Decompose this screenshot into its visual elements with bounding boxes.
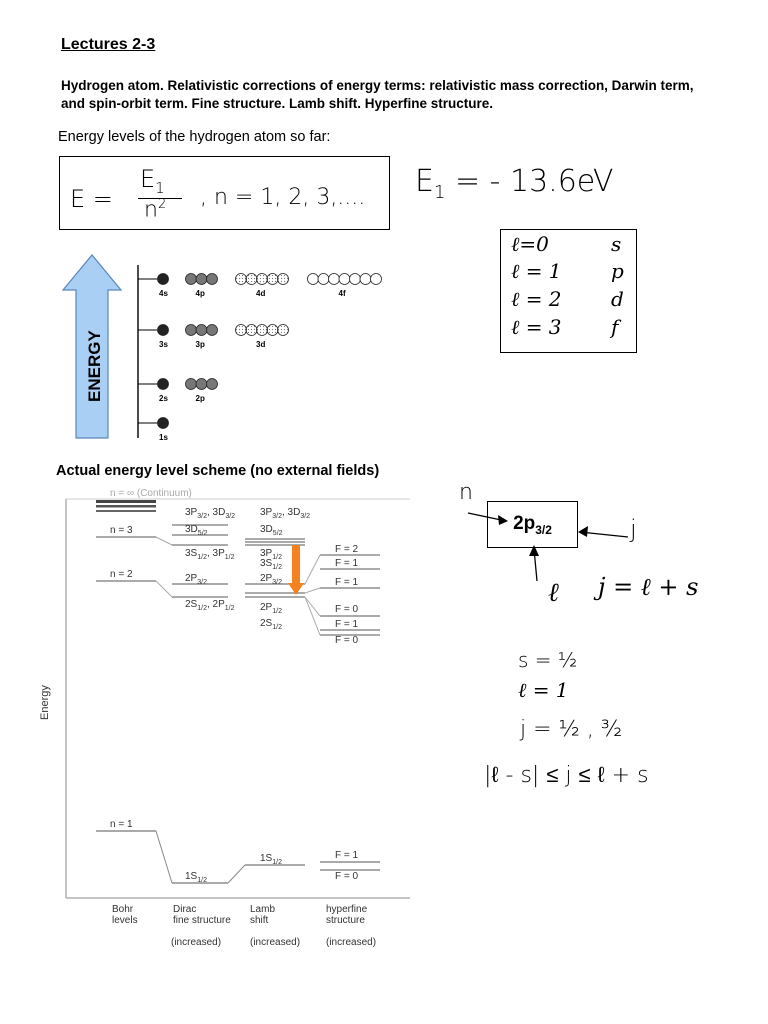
svg-text:Bohr: Bohr [112,904,134,915]
svg-text:Lamb: Lamb [250,904,276,915]
orbital-circle [158,325,169,336]
svg-text:shift: shift [250,915,269,926]
svg-text:2P3/2: $2P_{3/2}$ [260,573,282,586]
l-value-3: ℓ = 3 [511,315,562,339]
quantum-number-table [500,229,637,353]
orbital-label: 2s [159,394,168,403]
hf-F0a: F = 0 [335,604,359,615]
orbital-circle [278,274,289,285]
svg-text:fine structure: fine structure [173,915,231,926]
orbital-label: 4s [159,289,168,298]
orbital-label: 1s [159,433,168,442]
energy-level-scheme [30,485,415,955]
svg-text:(increased): (increased) [171,937,222,948]
orbital-letter-f: f [611,315,619,339]
n-label: n [459,480,473,505]
orbital-circle [196,379,207,390]
actual-scheme-heading: Actual energy level scheme (no external fields) [56,463,380,479]
orbital-circle [196,325,207,336]
page-title: Lectures 2-3 [61,36,156,53]
orbital-letter-s: s [611,232,622,256]
eq-condition: , n = 1, 2, 3,.... [200,185,366,210]
hf-F1c: F = 1 [335,619,359,630]
orbital-circle [207,325,218,336]
svg-text:3P3/2, 3D3/2: $3P_{3/2}$, $3D_{3/2}$ [185,507,236,520]
orbital-circle [158,274,169,285]
energy-arrow-label: ENERGY [85,330,104,402]
orbital-circle [207,274,218,285]
svg-text:3P1/2: $3P_{1/2}$ [260,548,282,561]
l-value-1: ℓ = 1 [511,259,562,283]
l-value-2: ℓ = 2 [511,287,562,311]
svg-text:structure: structure [326,915,365,926]
svg-text:1S1/2: $1S_{1/2}$ [185,871,207,884]
orbital-circle [371,274,382,285]
svg-text:3D5/2: $3D_{5/2}$ [260,524,283,537]
orbital-circle [158,418,169,429]
annotation-arrows [460,495,640,585]
e1-value: $E_1$ = - 13.6eV [415,164,614,203]
orbital-letter-p: p [611,259,624,283]
vector-equation: j = ℓ + s [598,573,699,601]
svg-text:levels: levels [112,915,138,926]
svg-text:Dirac: Dirac [173,904,197,915]
orbital-circle [267,274,278,285]
intro-text: Energy levels of the hydrogen atom so far: [58,129,331,145]
eq-lhs: E = [70,185,113,213]
orbital-circle [329,274,340,285]
svg-text:(increased): (increased) [326,937,377,948]
orbital-circle [196,274,207,285]
svg-text:1S1/2: $1S_{1/2}$ [260,853,282,866]
orbital-label: 3s [159,340,168,349]
orbital-circle [186,325,197,336]
orbital-circle [236,274,247,285]
svg-text:hyperfine: hyperfine [326,904,368,915]
hw-inequality: |ℓ - s| ≤ j ≤ ℓ + s [484,763,649,788]
svg-text:(increased): (increased) [250,937,301,948]
orbital-label: 4d [256,289,266,298]
bohr-n1: n = 1 [110,819,133,830]
orbital-label: 4p [195,289,205,298]
orbital-label: 3d [256,340,266,349]
orbital-label: 3p [195,340,205,349]
orbital-circle [246,274,257,285]
svg-text:2P3/2: $2P_{3/2}$ [185,573,207,586]
hf-F0b: F = 0 [335,635,359,646]
orbital-circle [236,325,247,336]
hf-F2: F = 2 [335,544,359,555]
orbital-circle [350,274,361,285]
svg-text:2S1/2, 2P1/2: $2S_{1/2}$, $2P_{1/2}$ [185,599,235,612]
orbital-circle [257,274,268,285]
orbital-circle [158,379,169,390]
hw-l-value: ℓ = 1 [518,678,569,702]
orbital-circle [360,274,371,285]
svg-text:2P1/2: $2P_{1/2}$ [260,602,282,615]
orbital-circle [257,325,268,336]
hf-F1a: F = 1 [335,558,359,569]
j-label: j [630,515,637,543]
page-subtitle: Hydrogen atom. Relativistic corrections of energy terms: relativistic mass correction, Darwin term, and spin-orbit term. Fine structure. Lamb shift. Hyperfine structure. [61,78,694,111]
l-value-0: ℓ=0 [511,232,549,256]
orbital-label: 2p [195,394,205,403]
hw-j-values: j = ½ , ³⁄₂ [520,717,623,742]
term-symbol-box: $2p_{3/2}$ [487,501,578,548]
orbital-circle [267,325,278,336]
orbital-circle [186,274,197,285]
l-label: ℓ [548,578,559,608]
hf-F1d: F = 1 [335,850,359,861]
orbital-circle [246,325,257,336]
hf-F0c: F = 0 [335,871,359,882]
eq-denominator: $n^2$ [144,197,167,223]
svg-text:3D5/2: $3D_{5/2}$ [185,524,208,537]
orbital-circle [186,379,197,390]
hw-s-value: s = ½ [518,648,578,672]
hf-F1b: F = 1 [335,577,359,588]
orbital-circle [318,274,329,285]
continuum-label: n = ∞ (Continuum) [110,488,192,499]
orbital-circle [308,274,319,285]
orbital-letter-d: d [611,287,624,311]
svg-text:3S1/2, 3P1/2: $3S_{1/2}$, $3P_{1/2}$ [185,548,235,561]
energy-equation-box [59,156,390,230]
svg-text:3S1/2: $3S_{1/2}$ [260,558,282,571]
svg-text:2S1/2: $2S_{1/2}$ [260,618,282,631]
orbital-circle [278,325,289,336]
bohr-n2: n = 2 [110,569,133,580]
energy-axis-label: Energy [39,685,51,720]
orbital-diagram [58,250,403,445]
orbital-label: 4f [338,289,346,298]
eq-numerator: $E_1$ [140,165,165,197]
orbital-circle [207,379,218,390]
bohr-n3: n = 3 [110,525,133,536]
orbital-circle [339,274,350,285]
svg-text:3P3/2, 3D3/2: $3P_{3/2}$, $3D_{3/2}$ [260,507,311,520]
